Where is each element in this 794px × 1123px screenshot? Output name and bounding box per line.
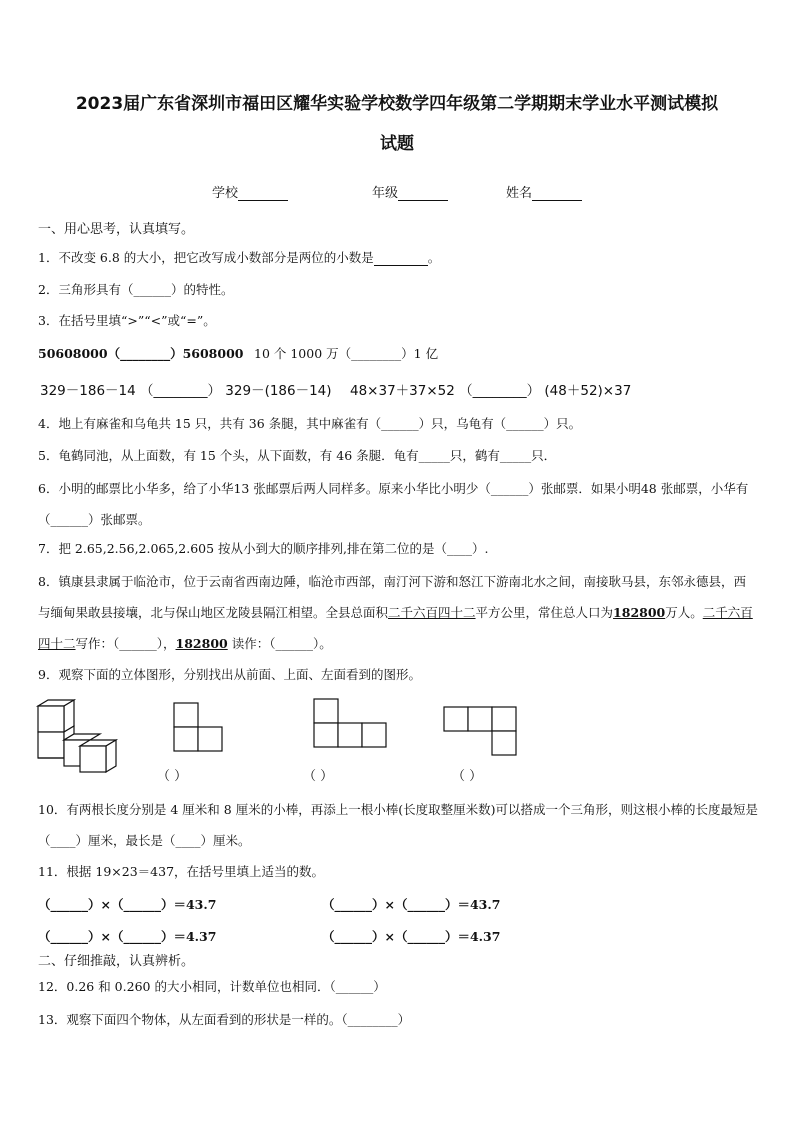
question-7: 7．把 2.65,2.56,2.065,2.605 按从小到大的顺序排列,排在第二位的是（____）.	[38, 541, 489, 556]
question-13: 13．观察下面四个物体，从左面看到的形状是一样的。（________）	[38, 1012, 411, 1027]
question-8-part1: 8．镇康县隶属于临沧市，位于云南省西南边陲，临沧市西部，南汀河下游和怒江下游南北水之间，南接耿马县，东邻永德县，西与缅甸果敢县接壤，北与保山地区龙陵县隔江相望。全县总面积	[38, 574, 746, 620]
question-4: 4．地上有麻雀和乌龟共 15 只，共有 36 条腿，其中麻雀有（______）只，乌龟有（______）只。	[38, 416, 582, 431]
area-words-underlined: 二千六百四十二	[388, 605, 476, 620]
school-label: 学校	[212, 186, 239, 201]
section-2-heading: 二、仔细推敲，认真辨析。	[38, 954, 195, 969]
view-option-3-answer[interactable]: （ ）	[452, 769, 483, 784]
grade-label: 年级	[372, 186, 399, 201]
question-2: 2．三角形具有（______）的特性。	[38, 282, 234, 297]
grade-field[interactable]	[372, 182, 448, 201]
question-11: 11．根据 19×23＝437，在括号里填上适当的数。	[38, 864, 325, 879]
question-11-row-2-left: （______）×（______）＝4.37	[38, 929, 217, 944]
view-option-2-figure	[313, 698, 389, 750]
question-11-row-1-left: （______）×（______）＝43.7	[38, 897, 217, 912]
title-line-2: 试题	[380, 134, 414, 154]
section-1-heading: 一、用心思考，认真填写。	[38, 222, 195, 237]
question-3-item-c: 329－186－14 （________） 329－(186－14)	[40, 383, 332, 399]
cube-solid-figure	[34, 698, 124, 774]
question-3-item-b: 10 个 1000 万（________）1 亿	[254, 346, 439, 361]
school-blank[interactable]	[238, 186, 288, 201]
title-line-1: 2023届广东省深圳市福田区耀华实验学校数学四年级第二学期期末学业水平测试模拟	[75, 94, 719, 114]
name-blank[interactable]	[532, 186, 582, 201]
question-8-part3: 万人。	[665, 605, 703, 620]
question-1	[38, 250, 758, 266]
view-option-2-answer[interactable]: （ ）	[303, 769, 334, 784]
population-number-underlined: 182800	[613, 605, 666, 620]
question-9: 9．观察下面的立体图形，分别找出从前面、上面、左面看到的图形。	[38, 667, 421, 682]
name-label: 姓名	[506, 186, 533, 201]
question-1-text: 1．不改变 6.8 的大小，把它改写成小数部分是两位的小数是	[38, 250, 374, 265]
school-field[interactable]	[212, 182, 288, 201]
question-3-item-d: 48×37＋37×52 （________） (48＋52)×37	[350, 383, 632, 399]
question-1-blank[interactable]	[374, 251, 428, 266]
question-12: 12．0.26 和 0.260 的大小相同，计数单位也相同．（______）	[38, 979, 386, 994]
question-11-row-1-right: （______）×（______）＝43.7	[322, 897, 501, 912]
area-words-underlined-2: 二千六百四十二	[38, 605, 753, 651]
question-8-part5: 读作：（______）。	[227, 636, 332, 651]
question-11-row-2-right: （______）×（______）＝4.37	[322, 929, 501, 944]
question-10: 10．有两根长度分别是 4 厘米和 8 厘米的小棒，再添上一根小棒(长度取整厘米数)可以搭成一个三角形，则这根小棒的长度最短是（____）厘米，最长是（____）厘米。	[38, 802, 758, 848]
view-option-1-answer[interactable]: （ ）	[157, 769, 188, 784]
population-number-underlined-2: 182800	[175, 636, 228, 651]
question-6: 6．小明的邮票比小华多，给了小华13 张邮票后两人同样多。原来小华比小明少（______）张邮票．如果小明48 张邮票，小华有（______）张邮票。	[38, 481, 749, 527]
view-option-1-figure	[173, 702, 225, 752]
question-5: 5．龟鹤同池，从上面数，有 15 个头，从下面数，有 46 条腿．龟有_____只，鹤有_____只．	[38, 448, 557, 463]
question-3-item-a: 50608000（________）5608000	[38, 346, 244, 361]
question-1-end: 。	[427, 250, 441, 265]
grade-blank[interactable]	[398, 186, 448, 201]
question-8-part4: 写作：（______），	[75, 636, 176, 651]
view-option-3-figure	[443, 706, 521, 760]
question-8-part2: 平方公里，常住总人口为	[475, 605, 614, 620]
name-field[interactable]	[506, 182, 582, 201]
question-8	[38, 566, 758, 659]
question-3: 3．在括号里填“>”“<”或“=”。	[38, 313, 216, 328]
